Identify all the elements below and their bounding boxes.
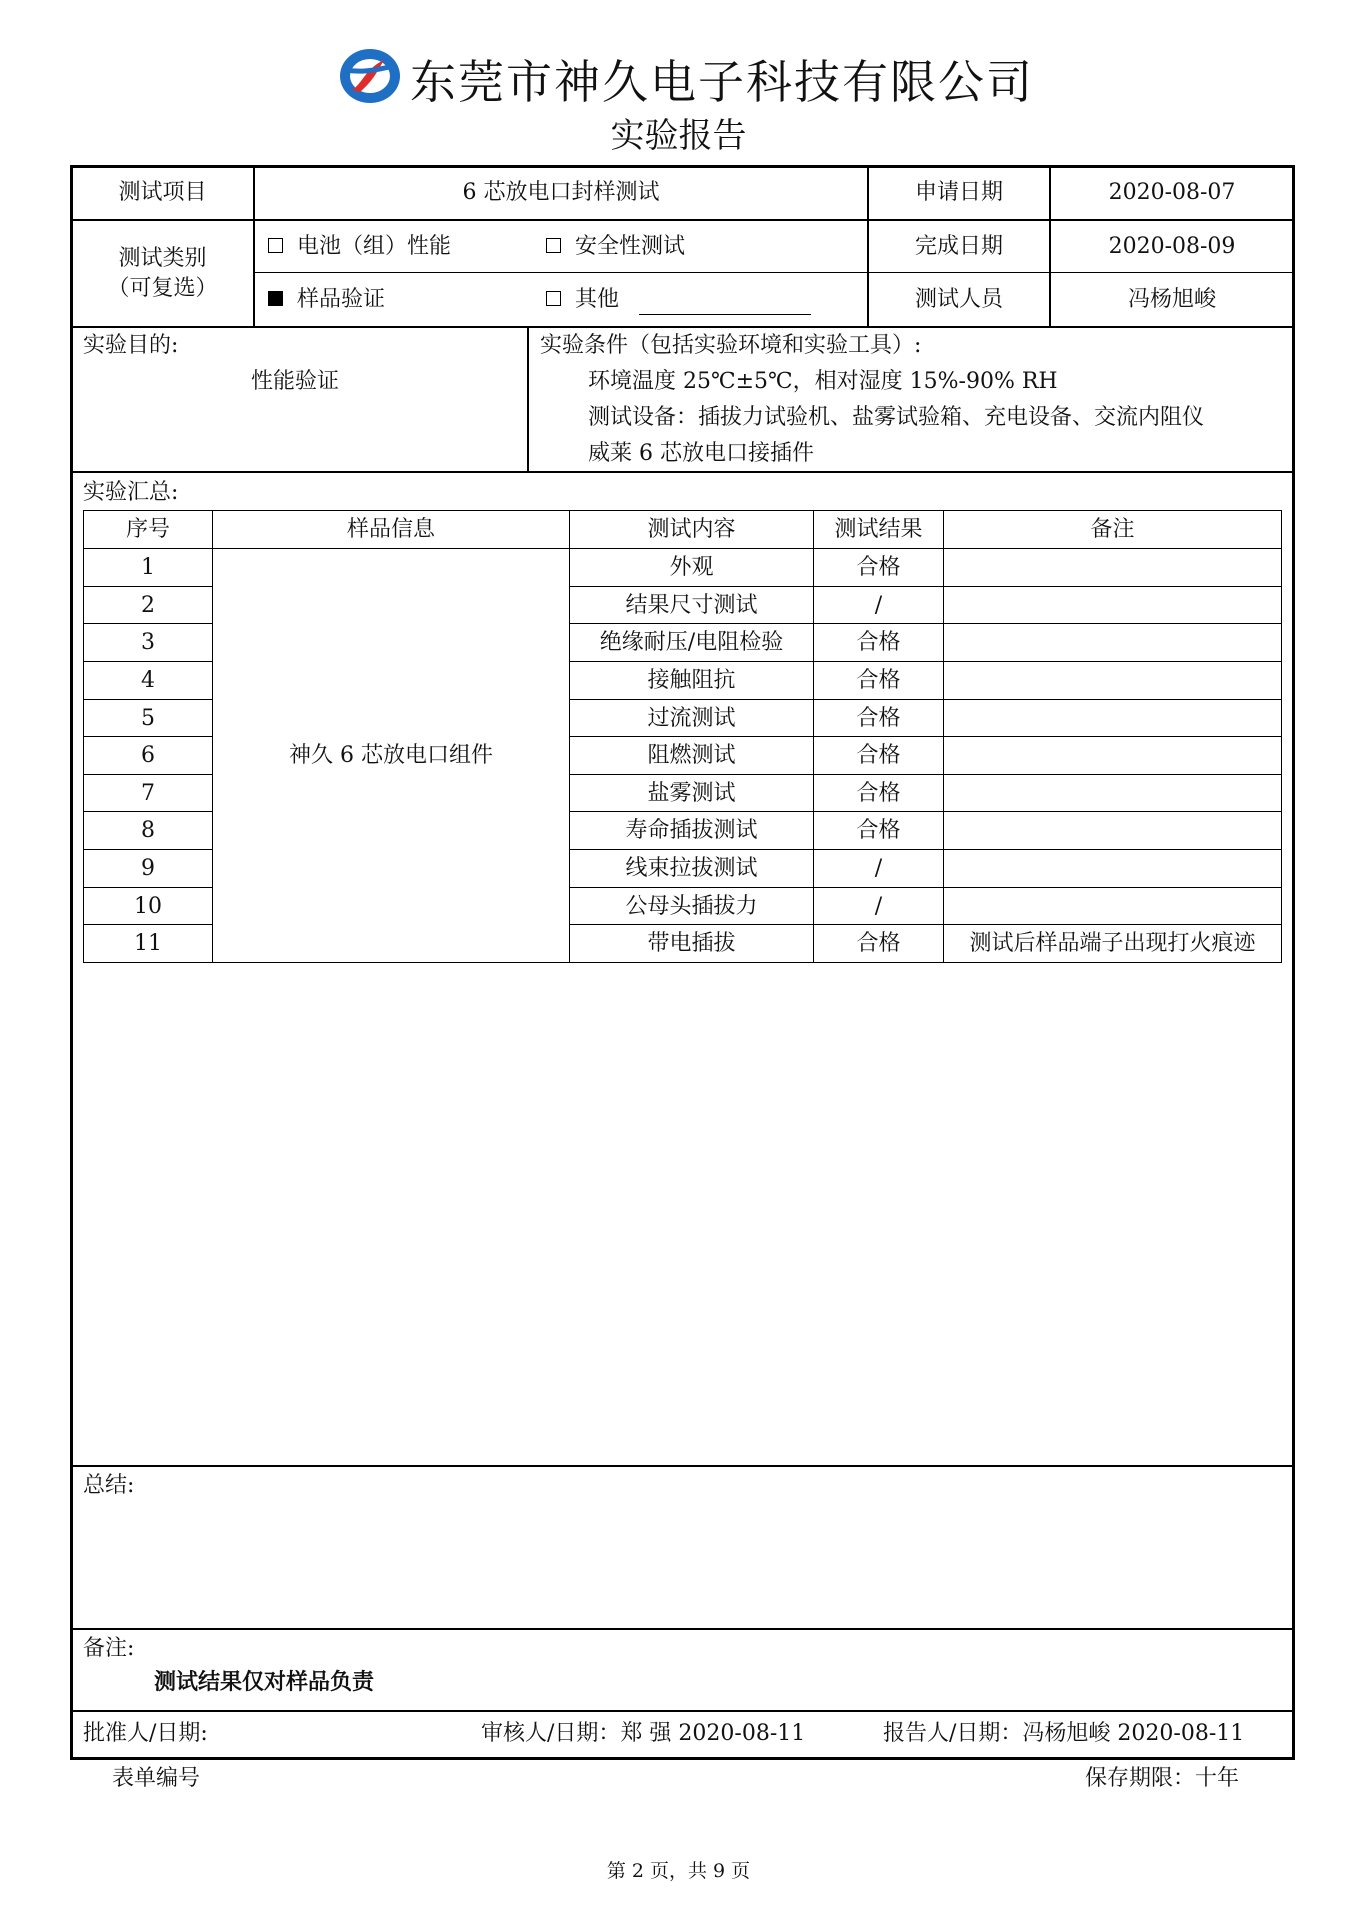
sample-info-cell: 神久 6 芯放电口组件 — [289, 742, 493, 768]
checkbox-safety-icon[interactable] — [546, 238, 561, 253]
tester-value: 冯杨旭峻 — [1127, 287, 1216, 312]
row-test-result: 合格 — [856, 554, 901, 580]
row-test-result: 合格 — [856, 629, 901, 655]
category-label — [72, 221, 253, 326]
summary-label: 实验汇总: — [83, 480, 179, 505]
checkbox-battery-icon[interactable] — [268, 238, 283, 253]
option-sample-verify[interactable]: 样品验证 — [268, 285, 385, 315]
row-note: 测试后样品端子出现打火痕迹 — [969, 930, 1256, 956]
header-test-content: 测试内容 — [647, 516, 736, 542]
row-test-content: 绝缘耐压/电阻检验 — [599, 629, 784, 655]
company-name: 东莞市神久电子科技有限公司 — [410, 55, 1034, 109]
row-note — [944, 549, 1281, 586]
category-label-line1: 测试类别 — [118, 245, 207, 271]
retention-period: 保存期限：十年 — [1085, 1766, 1240, 1791]
row-test-result: / — [874, 855, 883, 881]
row-test-content: 公母头插拔力 — [625, 893, 758, 919]
header-no: 序号 — [125, 516, 170, 542]
apply-date-label: 申请日期 — [914, 180, 1003, 205]
row-test-result: 合格 — [856, 705, 901, 731]
conditions-line-3: 威莱 6 芯放电口接插件 — [588, 441, 814, 466]
header-test-result: 测试结果 — [834, 516, 923, 542]
row-test-content: 寿命插拔测试 — [625, 817, 758, 843]
row-no: 1 — [141, 554, 155, 580]
row-note — [944, 662, 1281, 699]
row-test-content: 带电插拔 — [647, 930, 736, 956]
remarks-label: 备注: — [83, 1636, 135, 1661]
purpose-label: 实验目的: — [83, 333, 179, 358]
row-no: 10 — [134, 893, 162, 919]
row-note — [944, 624, 1281, 661]
approver-signature: 批准人/日期: — [83, 1721, 208, 1746]
report-title: 实验报告 — [610, 116, 747, 156]
purpose-value: 性能验证 — [251, 369, 340, 394]
category-label-line2: （可复选） — [107, 275, 218, 301]
apply-date-value: 2020-08-07 — [1108, 180, 1236, 205]
row-test-result: / — [874, 592, 883, 618]
row-no: 8 — [141, 817, 155, 843]
row-note — [944, 700, 1281, 737]
row-test-result: / — [874, 893, 883, 919]
option-battery[interactable]: 电池（组）性能 — [268, 232, 451, 262]
row-note — [944, 812, 1281, 849]
header-note: 备注 — [1090, 516, 1135, 542]
conditions-label: 实验条件（包括实验环境和实验工具）: — [540, 333, 922, 358]
row-test-result: 合格 — [856, 742, 901, 768]
reviewer-signature: 审核人/日期：郑 强 2020-08-11 — [481, 1721, 806, 1746]
tester-label: 测试人员 — [914, 287, 1003, 312]
option-other[interactable]: 其他 — [546, 285, 811, 315]
form-number: 表单编号 — [112, 1766, 201, 1791]
page-number: 第 2 页，共 9 页 — [606, 1860, 751, 1882]
finish-date-value: 2020-08-09 — [1108, 233, 1236, 259]
row-test-content: 过流测试 — [647, 705, 736, 731]
other-blank-line — [639, 292, 811, 315]
row-test-content: 外观 — [669, 554, 714, 580]
row-no: 2 — [141, 592, 155, 618]
remarks-value: 测试结果仅对样品负责 — [154, 1670, 375, 1695]
row-note — [944, 850, 1281, 887]
row-note — [944, 775, 1281, 812]
header-sample-info: 样品信息 — [346, 516, 435, 542]
row-test-content: 阻燃测试 — [647, 742, 736, 768]
test-item-label: 测试项目 — [118, 180, 207, 205]
row-note — [944, 737, 1281, 774]
conclusion-label: 总结: — [83, 1473, 135, 1498]
row-no: 9 — [141, 855, 155, 881]
row-test-content: 结果尺寸测试 — [625, 592, 758, 618]
option-safety[interactable]: 安全性测试 — [546, 232, 685, 262]
row-note — [944, 587, 1281, 624]
reporter-signature: 报告人/日期：冯杨旭峻 2020-08-11 — [883, 1721, 1245, 1746]
row-no: 6 — [141, 742, 155, 768]
row-no: 7 — [141, 780, 155, 806]
row-no: 4 — [141, 667, 155, 693]
row-test-result: 合格 — [856, 930, 901, 956]
row-test-result: 合格 — [856, 780, 901, 806]
row-test-content: 接触阻抗 — [647, 667, 736, 693]
checkbox-sample-verify-icon[interactable] — [268, 291, 283, 306]
row-test-content: 盐雾测试 — [647, 780, 736, 806]
row-test-content: 线束拉拔测试 — [625, 855, 758, 881]
test-item-value: 6 芯放电口封样测试 — [462, 180, 660, 205]
row-test-result: 合格 — [856, 817, 901, 843]
conditions-line-1: 环境温度 25℃±5℃，相对湿度 15%-90% RH — [588, 369, 1058, 394]
conditions-line-2: 测试设备：插拔力试验机、盐雾试验箱、充电设备、交流内阻仪 — [588, 405, 1205, 430]
row-note — [944, 888, 1281, 925]
row-no: 5 — [141, 705, 155, 731]
row-no: 11 — [134, 930, 162, 956]
company-logo-icon — [338, 46, 402, 106]
row-test-result: 合格 — [856, 667, 901, 693]
finish-date-label: 完成日期 — [914, 233, 1003, 259]
checkbox-other-icon[interactable] — [546, 291, 561, 306]
row-no: 3 — [141, 629, 155, 655]
